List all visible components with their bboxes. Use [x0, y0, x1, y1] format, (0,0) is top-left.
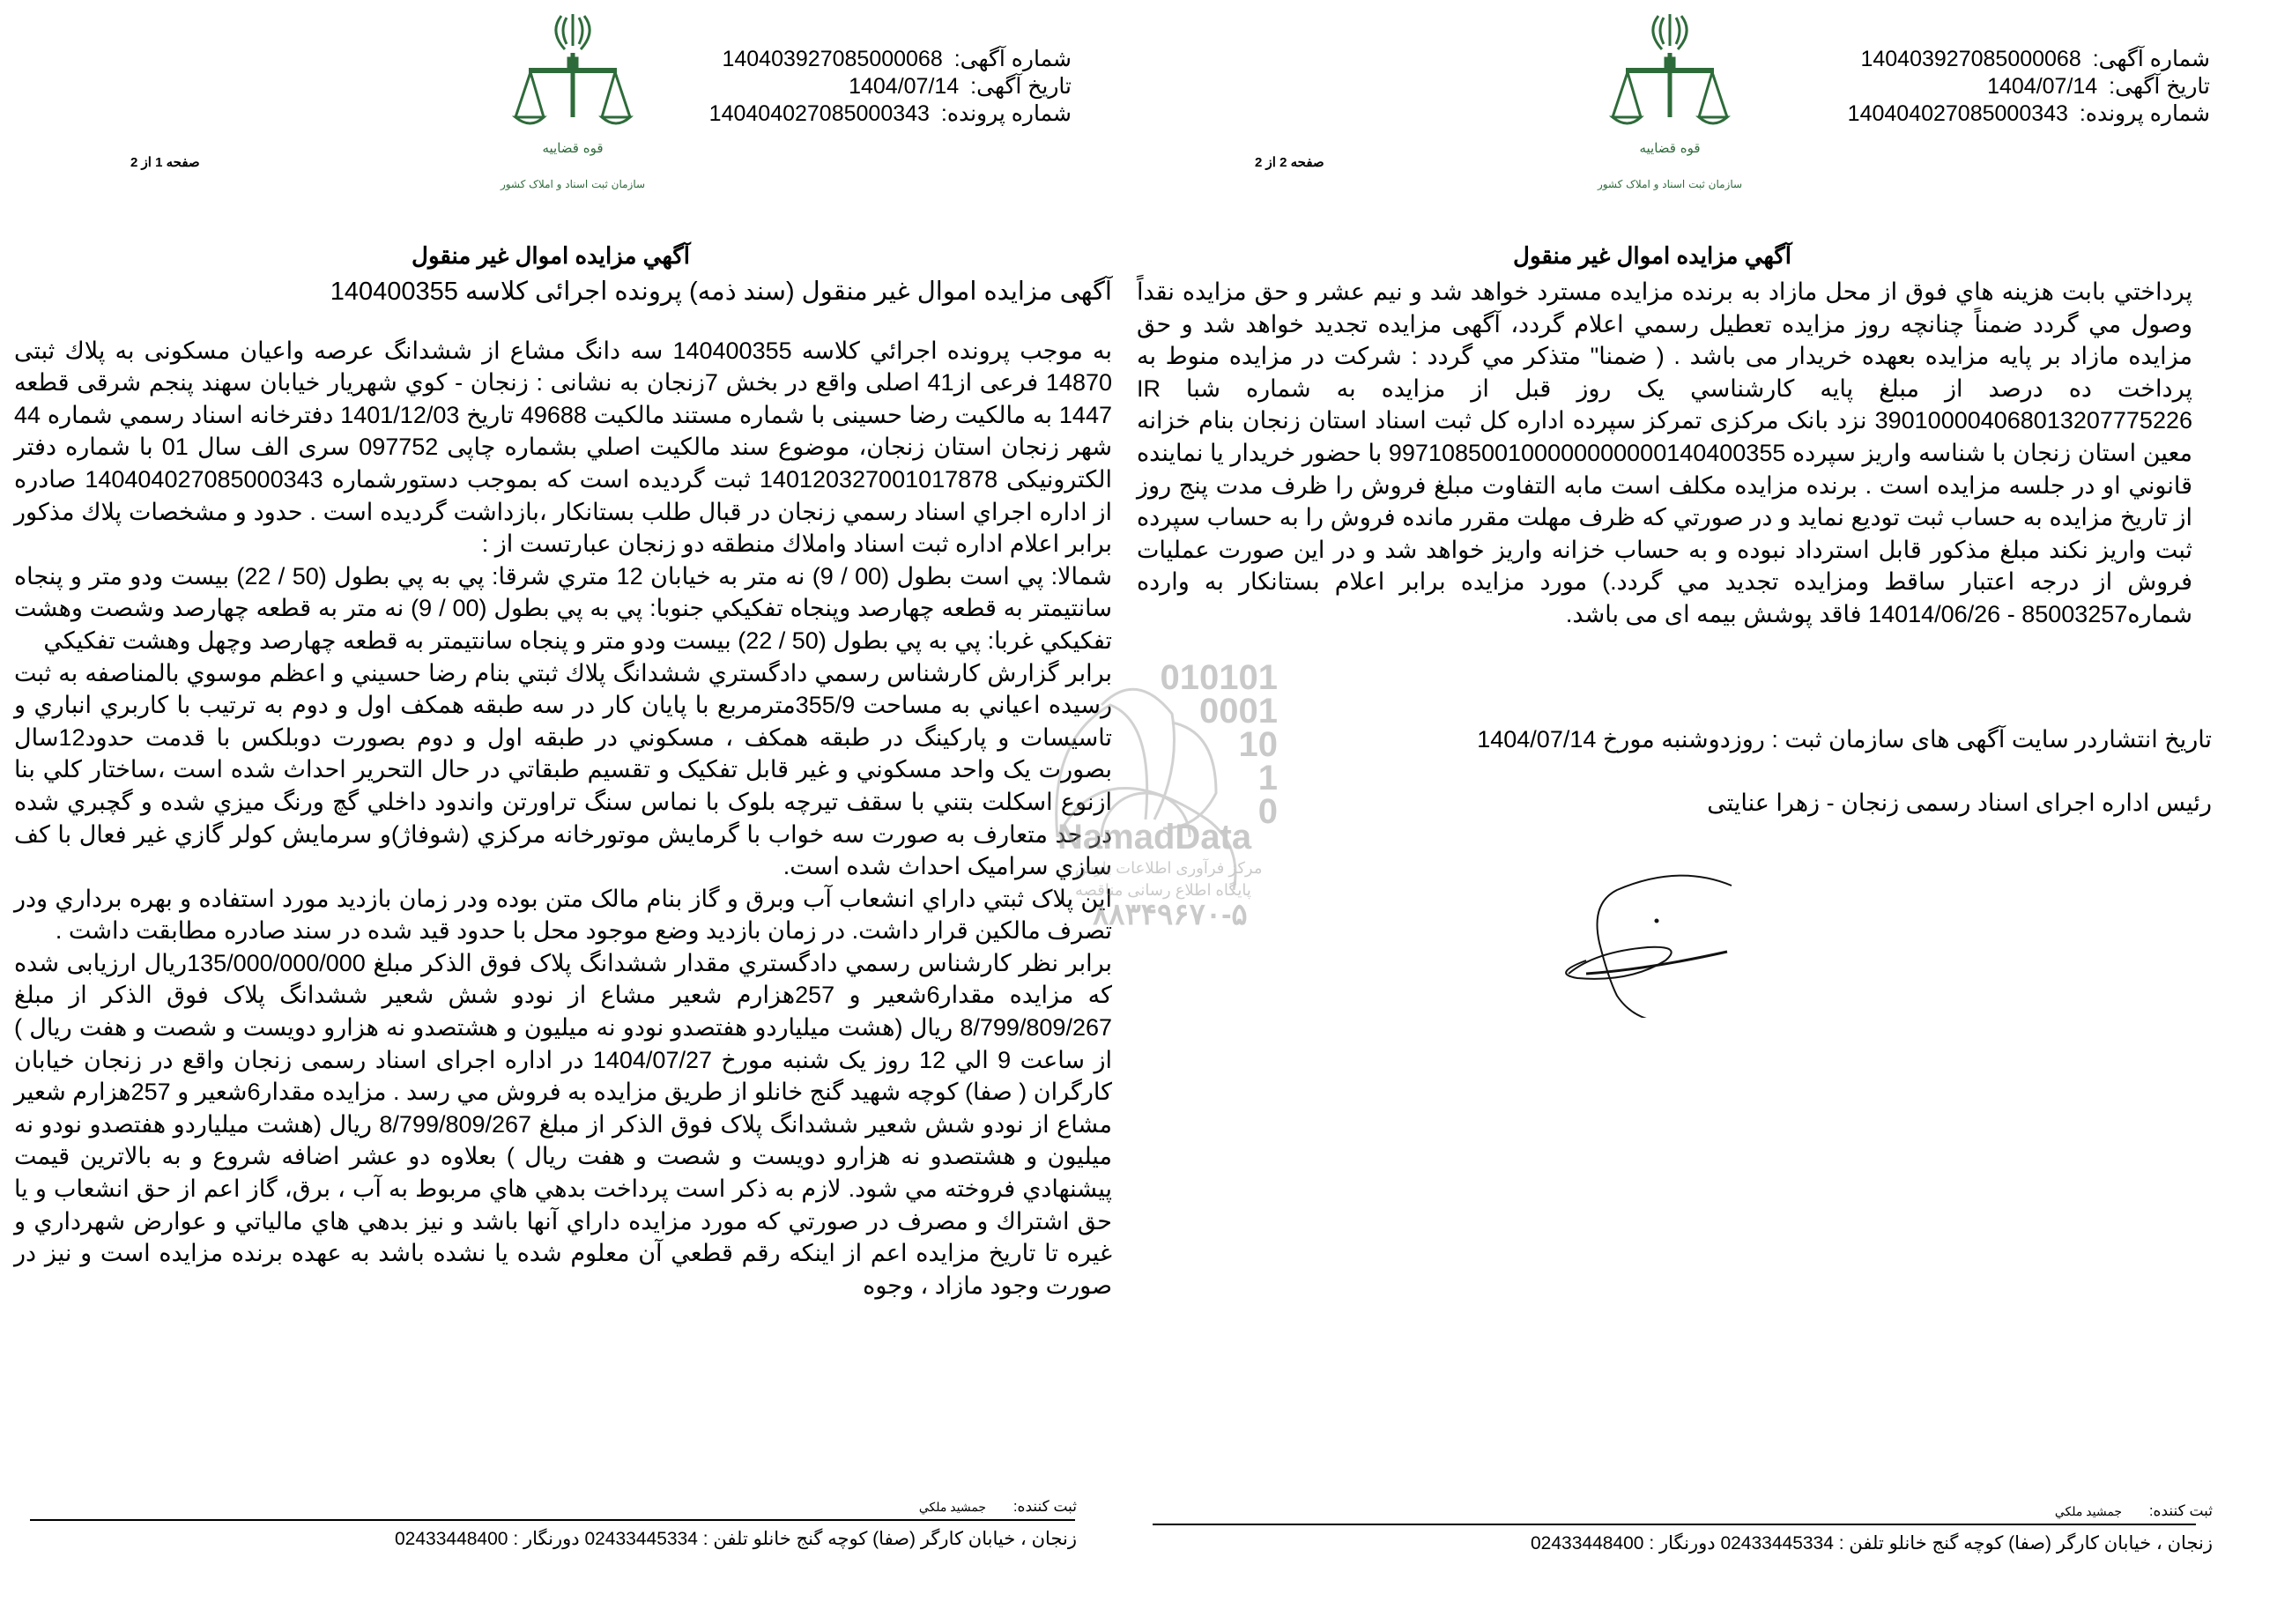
body-paragraph: برابر نظر كارشناس رسمي دادگستري مقدار ششدانگ پلاک فوق الذكر مبلغ 135/000/000/000ريال ارزيابی شده كه مزايده مقدار6شعير و 257هزارم شعير مشاع از نودو شش شعير ششدانگ پلاک فوق الذكر از مبلغ 8/799/809/267 ريال (هشت ميلياردو هفتصدو نودو نه ميليون و هشتصدو نه هزارو دويست و شصت و هفت ريال ) از ساعت 9 الي 12 روز يک شنبه مورخ 1404/07/27 در اداره اجرای اسناد رسمی زنجان واقع در زنجان خيابان كارگران ( صفا) كوچه شهيد گنج خانلو از طريق مزايده به فروش مي رسد . مزايده مقدار6شعير و 257هزارم شعير مشاع از نودو شش شعير ششدانگ پلاک فوق الذكر از مبلغ 8/799/809/267 ريال (هشت ميلياردو هفتصدو نودو نه ميليون و هشتصدو نه هزارو دويست و شصت و هفت ريال ) بعلاوه دو عشر اضافه شروع و به بالاترين قيمت پيشنهادي فروخته مي شود. لازم به ذكر است پرداخت بدهي هاي مربوط به آب ، برق، گاز اعم از حق انشعاب و يا حق اشتراك و مصرف در صورتي كه مورد مزايده داراي آنها باشد و نيز بدهي هاي مالياتي و عوارض شهرداري و غيره تا تاريخ مزايده اعم از اينكه رقم قطعي آن معلوم شده يا نشده باشد به عهده برنده مزايده است و نيز در صورت وجود مازاد ، وجوه — [14, 949, 1112, 1299]
office-chief-line: رئيس اداره اجرای اسناد رسمی زنجان - زهرا عنايتی — [1707, 790, 2212, 816]
watermark-phone: ۸۸۳۴۹۶۷۰-۵ — [1093, 898, 1248, 931]
registrar-label: ثبت كننده: — [2148, 1502, 2213, 1519]
footer-divider — [30, 1519, 1075, 1521]
svg-text:سازمان ثبت اسناد و املاک کشور: سازمان ثبت اسناد و املاک کشور — [500, 178, 646, 190]
ad-number-label: شماره آگهی: — [953, 47, 1072, 71]
registrar-name: جمشيد ملكي — [918, 1500, 987, 1514]
registrar-name: جمشيد ملكي — [2054, 1504, 2123, 1518]
watermark-brand: NamadData — [1057, 818, 1252, 856]
notice-subtitle: آگهی مزایده اموال غیر منقول (سند ذمه) پرونده اجرائی کلاسه 140400355 — [330, 278, 1112, 306]
signature-icon — [1551, 868, 1745, 1018]
header-info — [1848, 46, 2210, 128]
ad-number-label: شماره آگهی: — [2092, 47, 2210, 71]
footer-address: زنجان ، خيابان كارگر (صفا) كوچه گنج خانلو تلفن : 02433445334 دورنگار : 02433448400 — [1531, 1533, 2213, 1554]
ad-number-row — [709, 46, 1072, 73]
page-number: صفحه 1 از 2 — [130, 155, 200, 170]
file-number-row — [709, 100, 1072, 128]
svg-text:قوه قضاییه: قوه قضاییه — [1639, 140, 1701, 156]
watermark-line-2: پایگاه اطلاع رسانی مناقصه — [1075, 881, 1251, 899]
footer-address: زنجان ، خيابان كارگر (صفا) كوچه گنج خانلو تلفن : 02433445334 دورنگار : 02433448400 — [395, 1529, 1077, 1549]
registrar — [2055, 1502, 2213, 1520]
file-number-row — [1848, 100, 2210, 128]
publication-date-line: تاريخ انتشاردر سايت آگهی های سازمان ثبت : روزدوشنبه مورخ 1404/07/14 — [1477, 726, 2212, 753]
body-paragraph: اين پلاک ثبتي داراي انشعاب آب وبرق و گاز بنام مالک متن بوده ودر زمان بازديد مورد استفاده و بهره برداري ودر تصرف مالكين قرار داشت. در زمان بازديد وضع موجود محل با حدود قيد شده در سند صادره مطابقت داشت . — [14, 885, 1112, 945]
svg-text:سازمان ثبت اسناد و املاک کشور: سازمان ثبت اسناد و املاک کشور — [1597, 178, 1743, 190]
ad-date-label: تاریخ آگهی: — [970, 74, 1072, 99]
ad-date-row — [709, 73, 1072, 100]
body-paragraph: به موجب پرونده اجرائي كلاسه 140400355 سه دانگ مشاع از ششدانگ عرصه واعيان مسكونى به پلاك ثبتى 14870 فرعى از41 اصلى واقع در بخش 7زنجان به نشانى : زنجان - كوي شهريار خيابان سهند پنجم شرقى قطعه 1447 به مالكيت رضا حسينى با شماره مستند مالكيت 49688 تاريخ 1401/12/03 دفترخانه اسناد رسمي شماره 44 شهر زنجان استان زنجان، موضوع سند مالكيت اصلي بشماره چاپى 097752 سرى الف سال 01 با شماره دفتر الكترونيكى 140120327001017878 ثبت گرديده است كه بموجب دستورشماره 140404027085000343 صادره از اداره اجراي اسناد رسمي زنجان در قبال طلب بستانكار ،بازداشت گرديده است . حدود و مشخصات پلاك مذكور برابر اعلام اداره ثبت اسناد واملاك منطقه دو زنجان عبارتست از : — [14, 337, 1112, 558]
scales-of-justice-icon — [498, 7, 648, 201]
registrar — [919, 1498, 1077, 1516]
ad-number-row — [1848, 46, 2210, 73]
footer-divider — [1153, 1524, 2196, 1525]
file-number: 140404027085000343 — [1847, 101, 2068, 126]
header-info — [709, 46, 1072, 128]
page-1 — [0, 0, 1137, 1624]
notice-body — [1137, 276, 2192, 631]
ad-date: 1404/07/14 — [849, 74, 960, 99]
file-number-label: شماره پرونده: — [940, 101, 1072, 126]
ad-number: 140403927085000068 — [722, 47, 943, 71]
ad-date-label: تاریخ آگهی: — [2109, 74, 2210, 99]
judiciary-logo — [1595, 7, 1745, 201]
file-number-label: شماره پرونده: — [2079, 101, 2210, 126]
ad-number: 140403927085000068 — [1860, 47, 2081, 71]
ad-date-row — [1848, 73, 2210, 100]
page-number: صفحه 2 از 2 — [1255, 155, 1324, 170]
registrar-label: ثبت كننده: — [1012, 1498, 1077, 1515]
notice-title: آگهي مزايده اموال غير منقول — [412, 242, 690, 269]
page-2 — [1137, 0, 2277, 1624]
watermark-line-1: مرکز فرآوری اطلاعات پارس — [1075, 859, 1263, 877]
notice-title: آگهي مزايده اموال غير منقول — [1513, 242, 1791, 269]
notice-body — [14, 276, 1112, 1301]
body-paragraph: پرداختي بابت هزينه هاي فوق از محل مازاد به برنده مزايده مسترد خواهد شد و نيم عشر و حق مزايده نقداً وصول مي گردد ضمناً چنانچه روز مزايده تعطيل رسمي اعلام گردد، آگهی مزايده تجديد خواهد شد و حق مزايده مازاد بر پايه مزايده بعهده خريدار می باشد . ( ضمنا" متذكر مي گردد : شركت در مزايده منوط به پرداخت ده درصد از مبلغ پايه كارشناسي يک روز قبل از مزايده به شماره شبا IR 390100004068013207775226 نزد بانک مرکزی تمرکز سپرده اداره كل ثبت اسناد استان زنجان بنام خزانه معين استان زنجان با شناسه واريز سپرده 997108500100000000000140400355 با حضور خريدار يا نماينده قانوني او در جلسه مزايده است . برنده مزايده مكلف است مابه التفاوت مبلغ فروش را ظرف مدت پنج روز از تاريخ مزايده به حساب ثبت توديع نمايد و در صورتي كه ظرف مهلت مقرر مانده فروش را به حساب سپرده ثبت واريز نكند مبلغ مذكور قابل استرداد نبوده و به حساب خزانه واريز خواهد شد و در اين صورت عمليات فروش از درجه اعتبار ساقط ومزايده تجديد مي گردد.) مورد مزايده برابر اعلام بستانكار به وارده شماره85003257 - 14014/06/26 فاقد پوشش بيمه ای می باشد. — [1137, 278, 2192, 627]
ad-date: 1404/07/14 — [1987, 74, 2098, 99]
watermark-digits: 010101 0001 10 1 0 — [1160, 658, 1278, 831]
scales-of-justice-icon — [1595, 7, 1745, 201]
file-number: 140404027085000343 — [708, 101, 930, 126]
body-paragraph: شمالا: پي است بطول (00 / 9) نه متر به خيابان 12 متري شرقا: پي به پي بطول (50 / 22) بيست ودو متر و پنجاه سانتيمتر به قطعه چهارصد وپنجاه تفكيكي جنوبا: پي به پي بطول (00 / 9) نه متر به قطعه چهارصد وشصت وهشت تفكيكي غربا: پي به پي بطول (50 / 22) بيست ودو متر و پنجاه سانتيمتر به قطعه چهارصد وچهل وهشت تفكيكي — [14, 562, 1112, 654]
svg-text:قوه قضاییه: قوه قضاییه — [542, 140, 604, 156]
body-paragraph: برابر گزارش كارشناس رسمي دادگستري ششدانگ پلاك ثبتي بنام رضا حسيني و اعظم موسوي بالمناصفه به ثبت رسيده اعياني به مساحت 355/9مترمربع با پايان كار در سه طبقه همكف اول و دوم به ترتيب با كاربري انباري و تاسيسات و پاركينگ در طبقه همكف ، مسكوني در طبقه اول و دوم بصورت دوبلكس با قدمت حدود12سال بصورت يک واحد مسكوني و غير قابل تفكيک و تقسيم طبقاتي در حال التحرير احداث شده است ،ساختار كلي بنا ازنوع اسكلت بتني با سقف تيرچه بلوک با نماس سنگ تراورتن واندود داخلي گچ ورنگ ميزي شده و گچبري شده در حد متعارف به صورت سه خواب با گرمايش موتورخانه مركزي (شوفاژ)و سرمايش كولر گازي غير فعال با كف سازي سراميک احداث شده است. — [14, 659, 1112, 880]
judiciary-logo — [498, 7, 648, 201]
